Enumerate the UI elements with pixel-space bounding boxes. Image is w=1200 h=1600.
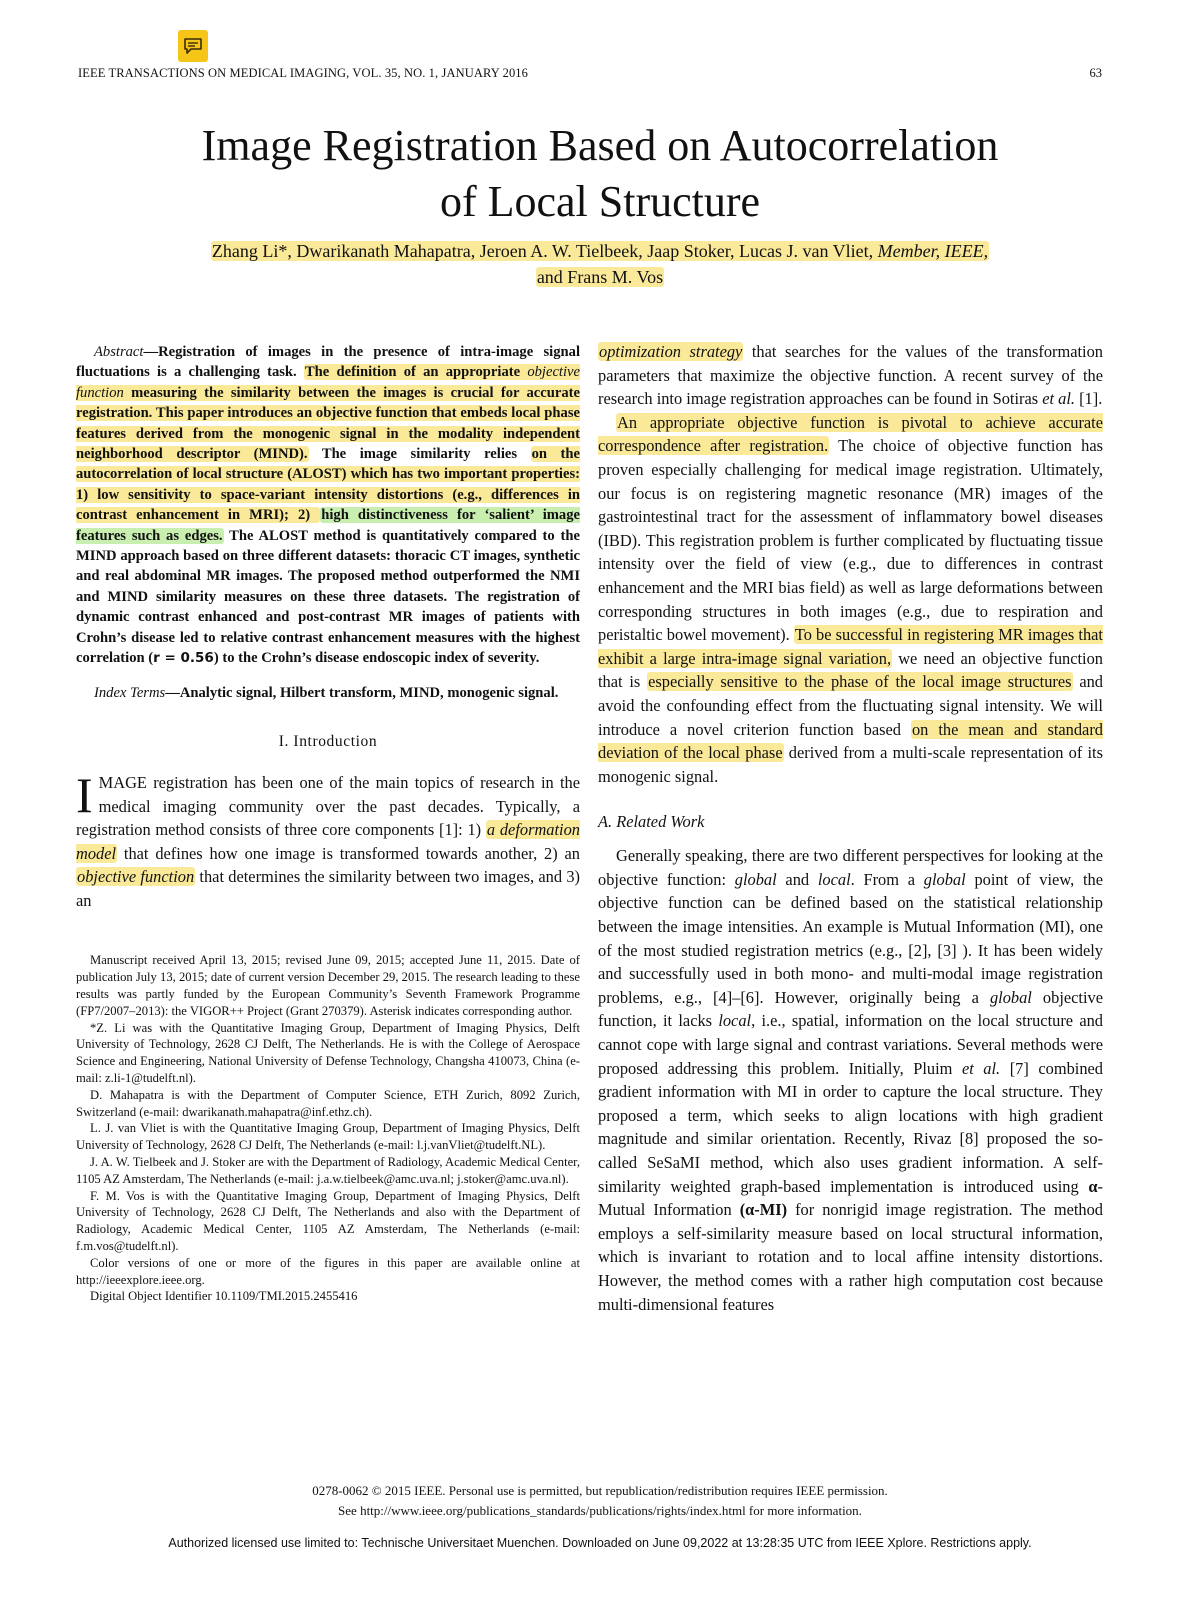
footnote-vos: F. M. Vos is with the Quantitative Imaging Group, Department of Imaging Physics, Delft University of Technology, 2628 CJ Delft, The Netherlands and also with the Department of Radiology, Academic Medical Center, 1105 AZ Amsterdam, The Netherlands (e-mail: f.m.vos@tudelft.nl).: [76, 1188, 580, 1254]
abstract-highlight-green: high distinctiveness for ‘salient’ image features such as edges.: [76, 507, 580, 544]
intro-text-1: MAGE registration has been one of the main topics of research in the medical imaging community over the past decades. Typically, a registration method consists of three core components [1]: 1): [76, 772, 580, 840]
paper-title: [0, 118, 1200, 230]
right-p1-text: that searches for the values of the transformation parameters that maximize the objective function. A recent survey of the research into image registration approaches can be found in Sotiras: [598, 342, 1103, 409]
body-paragraph-2: [598, 411, 1103, 789]
copyright-notice: [0, 1481, 1200, 1521]
body-paragraph-1: [598, 340, 1103, 411]
abstract: [76, 342, 580, 669]
abstract-text-3: The ALOST method is quantitatively compared to the MIND approach based on three different datasets: thoracic CT images, synthetic and real abdominal MR images. The proposed method outperformed the NMI and MIND similarity measures on these three datasets. The registration of dynamic contrast enhanced and post-contrast MR images of patients with Crohn’s disease led to relative contrast enhancement measures with the highest correlation (: [76, 527, 580, 667]
abstract-italic-term: objective function: [76, 364, 580, 401]
right-p3-local: local: [817, 869, 851, 889]
comment-glyph-icon: [184, 38, 202, 54]
right-p3-global-2: global: [923, 869, 966, 889]
index-terms: [76, 683, 580, 703]
authors-affiliation: Member, IEEE,: [877, 241, 989, 261]
right-p3-e: objective function, it lacks: [598, 987, 1104, 1031]
abstract-text-2: The image similarity relies: [308, 446, 531, 463]
right-highlight-pivotal: An appropriate objective function is pivotal to achieve accurate correspondence after registration.: [598, 412, 1103, 456]
right-highlight-optimization-text: optimization strategy: [599, 342, 743, 361]
right-p3-h: -Mutual Information: [598, 1176, 1103, 1220]
right-p3-a: Generally speaking, there are two different perspectives for looking at the objective function:: [598, 846, 1103, 889]
title-line-2: of Local Structure: [439, 177, 761, 226]
footnote-tielbeek-stoker: J. A. W. Tielbeek and J. Stoker are with the Department of Radiology, Academic Medical Center, 1105 AZ Amsterdam, The Netherlands (e-mail: j.a.w.tielbeek@amc.uva.nl; j.stoker@amc.uva.nl).: [76, 1155, 580, 1186]
authors-line-2: and Frans M. Vos: [536, 267, 664, 287]
index-terms-text: —Analytic signal, Hilbert transform, MIND, monogenic signal.: [165, 684, 559, 701]
section-heading-introduction: I. Introduction: [278, 732, 378, 750]
abstract-highlight-2: on the autocorrelation of local structure (ALOST) which has two important properties: 1) low sensitivity to space-variant intensity distortions (e.g., differences in contrast enhancement in MRI); 2): [76, 446, 581, 524]
index-terms-lead: Index Terms: [94, 684, 166, 701]
intro-highlight-1-text: a deformation model: [76, 820, 580, 863]
abstract-text-1: —Registration of images in the presence of intra-image signal fluctuations is a challenging task.: [76, 344, 580, 381]
right-highlight-optimization: [598, 342, 743, 361]
right-p3-alpha: α: [1088, 1176, 1098, 1196]
right-p3-alpha-mi: (α-MI): [739, 1200, 788, 1220]
footnote-van-vliet: L. J. van Vliet is with the Quantitative Imaging Group, Department of Imaging Physics, Delft University of Technology, 2628 CJ Delft, The Netherlands (e-mail: l.j.vanVliet@tudelft.NL).: [76, 1121, 580, 1153]
authors-names: Zhang Li*, Dwarikanath Mahapatra, Jeroen A. W. Tielbeek, Jaap Stoker, Lucas J. van Vliet,: [211, 241, 874, 261]
right-p3-i: for nonrigid image registration. The method employs a self-similarity measure based on local structural information, which is invariant to rotation and to local affine intensity distortions. However, the method comes with a rather high computation cost because multi-dimensional features: [598, 1200, 1103, 1314]
intro-highlight-2-text: objective function: [77, 867, 195, 887]
abstract-lead: Abstract: [94, 344, 144, 360]
right-p2-text-2: we need an objective function that is: [598, 648, 1103, 692]
right-p2-text-1: The choice of objective function has proven especially challenging for medical image registration. Ultimately, our focus is on registering magnetic resonance (MR) images of the gastrointestinal tract for the assessment of inflammatory bowel diseases (IBD). This registration problem is further complicated by fluctuating tissue intensity over the field of view (e.g., due to differences in contrast enhancement and the MRI bias field) as well as large deformations between corresponding structures in both images (e.g., due to respiration and peristaltic bowel movement).: [598, 436, 1103, 645]
abstract-highlight-1b: measuring the similarity between the images is crucial for accurate registration. This paper introduces an objective function that embeds local phase features derived from the monogenic signal in the modality independent neighborhood descriptor (MIND).: [76, 384, 580, 463]
right-p3-f: , i.e., spatial, information on the local structure and cannot cope with large signal and contrast variations. Several methods were proposed addressing this problem. Initially, Pluim: [598, 1011, 1103, 1078]
intro-highlight-2: [76, 867, 195, 886]
title-line-1: Image Registration Based on Autocorrelation: [201, 121, 999, 170]
dropcap: I: [76, 766, 93, 823]
right-p3-etal: et al.: [961, 1058, 1001, 1078]
right-p3-d: point of view, the objective function can be defined based on the statistical relationship between the image intensities. An example is Mutual Information (MI), one of the most studied registration metrics (e.g., [2], [3] ). It has been widely and successfully used in both mono- and multi-modal image registration problems, e.g., [4]–[6]. However, originally being a: [598, 869, 1103, 1007]
intro-text-2: that defines how one image is transformed towards another, 2) an: [117, 843, 580, 863]
right-column: [598, 340, 1103, 1316]
body-paragraph-3: [598, 844, 1103, 1316]
right-highlight-sensitive: especially sensitive to the phase of the local image structures: [648, 672, 1072, 692]
footnote-manuscript: Manuscript received April 13, 2015; revised June 09, 2015; accepted June 11, 2015. Date of publication July 13, 2015; date of current version December 29, 2015. The research leading to these results was partly funded by the European Community’s Seventh Framework Programme (FP7/2007–2013): the VIGOR++ Project (Grant 270379). Asterisk indicates corresponding author.: [76, 953, 580, 1018]
footnote-doi: Digital Object Identifier 10.1109/TMI.2015.2455416: [90, 1289, 358, 1304]
footnote-z-li: *Z. Li was with the Quantitative Imaging Group, Department of Imaging Physics, Delft University of Technology, 2628 CJ Delft, The Netherlands. He is with the College of Aerospace Science and Engineering, National University of Defense Technology, Changsha 410073, China (e-mail: z.li-1@tudelft.nl).: [76, 1020, 580, 1086]
footnote-mahapatra: D. Mahapatra is with the Department of Computer Science, ETH Zurich, 8092 Zurich, Switzerland (e-mail: dwarikanath.mahapatra@inf.ethz.ch).: [76, 1087, 580, 1119]
copyright-line-1: 0278-0062 © 2015 IEEE. Personal use is permitted, but republication/redistribution requires IEEE permission.: [312, 1483, 888, 1498]
footnote-color-versions: Color versions of one or more of the figures in this paper are available online at http://ieeexplore.ieee.org.: [76, 1255, 580, 1287]
right-p3-global: global: [734, 869, 777, 889]
right-p2-text-4: derived from a multi-scale representation of its monogenic signal.: [598, 743, 1103, 786]
abstract-highlight-1a: The definition of an appropriate: [304, 364, 528, 381]
comment-icon[interactable]: [178, 30, 208, 62]
right-p3-c: . From a: [850, 869, 924, 889]
abstract-text-4: ) to the Crohn’s disease endoscopic index of severity.: [213, 650, 540, 667]
left-column: [76, 342, 580, 1305]
right-p3-g: [7] combined gradient information with MI in order to capture the local structure. They proposed a term, which seeks to align locations with high gradient magnitude and similar orientation. Recently, Rivaz [8] proposed the so-called SeSaMI method, which also uses gradient information. A self-similarity weighted graph-based implementation is introduced using: [598, 1058, 1103, 1196]
abstract-r-value: r = 0.56: [153, 650, 214, 667]
right-p1-etal: et al.: [1042, 389, 1075, 409]
footnotes: [76, 952, 580, 1305]
page-number: 63: [1089, 66, 1102, 80]
running-head: IEEE TRANSACTIONS ON MEDICAL IMAGING, VOL. 35, NO. 1, JANUARY 2016: [78, 66, 528, 80]
intro-text-3: that determines the similarity between two images, and 3) an: [76, 867, 580, 910]
right-highlight-successful: To be successful in registering MR images that exhibit a large intra-image signal variation,: [598, 625, 1103, 668]
copyright-line-2: See http://www.ieee.org/publications_standards/publications/rights/index.html for more information.: [338, 1503, 862, 1518]
right-p3-global-3: global: [989, 987, 1032, 1007]
license-notice: Authorized licensed use limited to: Technische Universitaet Muenchen. Downloaded on June 09,2022 at 13:28:35 UTC from IEEE Xplore. Restrictions apply.: [168, 1536, 1032, 1550]
subsection-related-work: A. Related Work: [598, 812, 705, 832]
right-p1-end: [1].: [1075, 389, 1103, 409]
right-p2-text-3: and avoid the confounding effect from the fluctuating signal intensity. We will introduce a novel criterion function based: [598, 672, 1103, 739]
right-p3-local-2: local: [718, 1011, 752, 1031]
introduction-paragraph: [76, 766, 580, 913]
authors-line-1: [211, 241, 989, 261]
author-list: [60, 238, 1140, 290]
right-highlight-mean-std: on the mean and standard deviation of the local phase: [598, 719, 1103, 763]
right-p3-b: and: [776, 869, 818, 889]
